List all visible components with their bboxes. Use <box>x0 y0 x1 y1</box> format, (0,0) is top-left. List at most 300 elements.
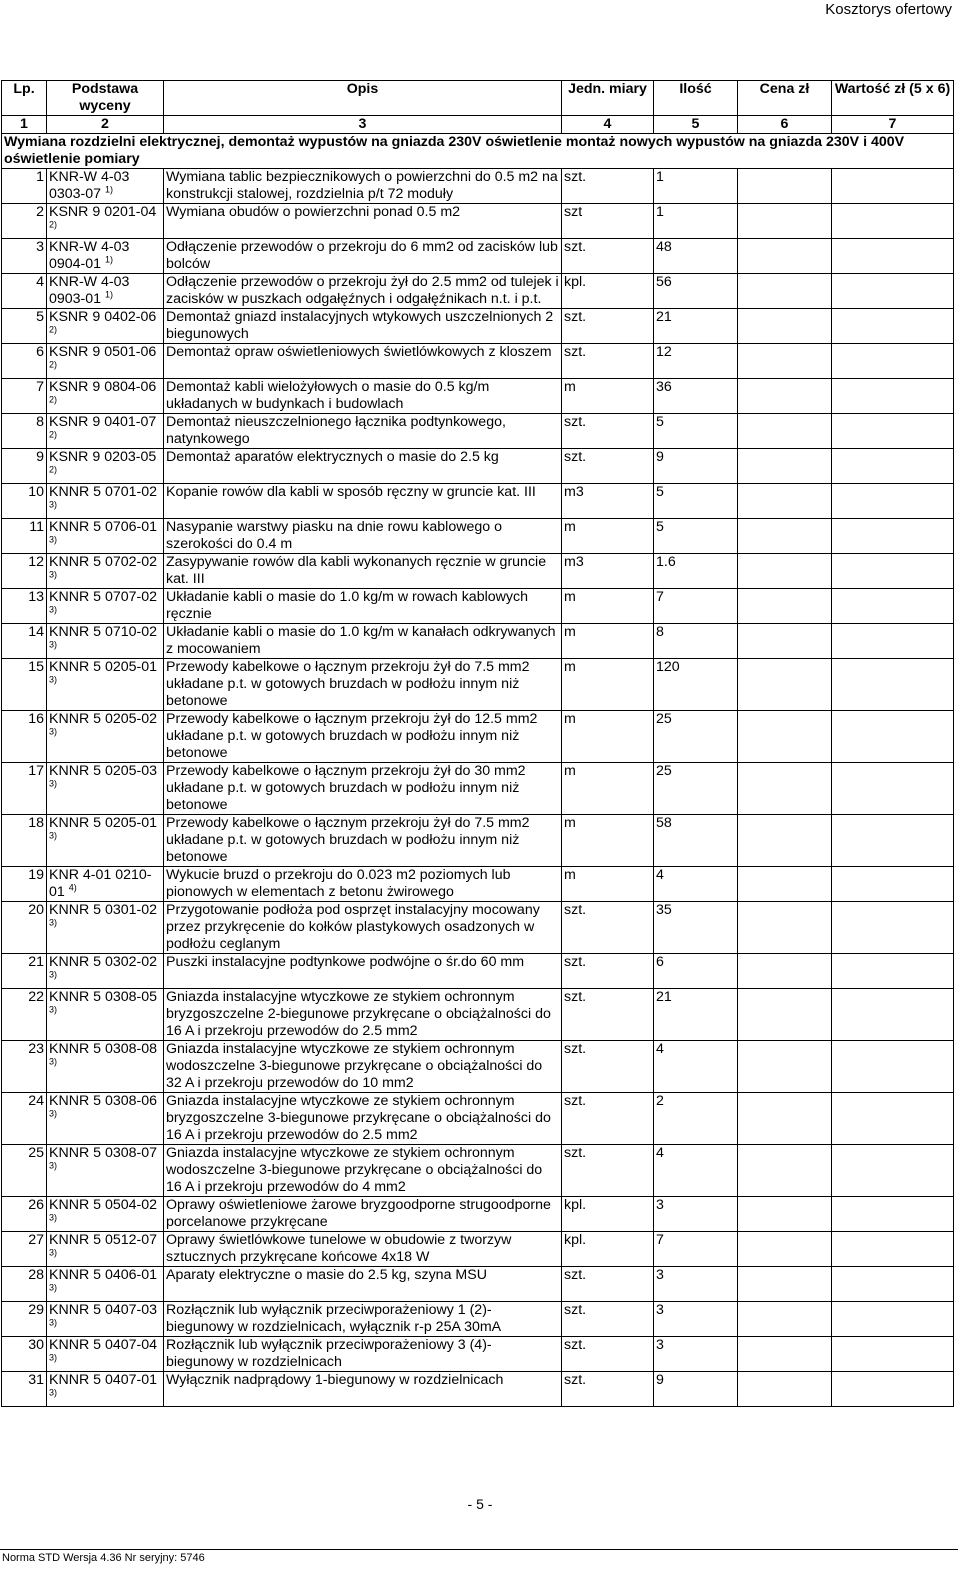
row-unit: szt. <box>562 169 654 204</box>
row-price <box>738 204 832 239</box>
row-description: Demontaż gniazd instalacyjnych wtykowych uszczelnionych 2 biegunowych <box>164 309 562 344</box>
column-number: 7 <box>832 116 954 134</box>
row-lp: 23 <box>2 1041 47 1093</box>
row-lp: 6 <box>2 344 47 379</box>
row-price <box>738 902 832 954</box>
basis-code: KNNR 5 0308-07 <box>49 1145 158 1161</box>
page-number: - 5 - <box>467 1496 493 1512</box>
row-description: Demontaż aparatów elektrycznych o masie do 2.5 kg <box>164 449 562 484</box>
row-quantity: 7 <box>654 1232 738 1267</box>
row-basis <box>47 902 164 954</box>
header-value: Wartość zł (5 x 6) <box>832 81 954 116</box>
table-row <box>2 309 954 344</box>
row-lp: 24 <box>2 1093 47 1145</box>
row-basis <box>47 589 164 624</box>
row-lp: 28 <box>2 1267 47 1302</box>
row-quantity: 21 <box>654 989 738 1041</box>
footer-divider <box>0 1549 958 1550</box>
row-description: Wykucie bruzd o przekroju do 0.023 m2 poziomych lub pionowych w elementach z betonu żwirowego <box>164 867 562 902</box>
row-unit: szt. <box>562 449 654 484</box>
row-unit: m <box>562 519 654 554</box>
row-lp: 10 <box>2 484 47 519</box>
row-description: Wymiana tablic bezpiecznikowych o powierzchni do 0.5 m2 na konstrukcji stalowej, rozdzielnia p/t 72 moduły <box>164 169 562 204</box>
row-value <box>832 902 954 954</box>
footnote-marker: 3) <box>49 1282 58 1293</box>
row-unit: szt. <box>562 954 654 989</box>
row-price <box>738 449 832 484</box>
basis-code: KNNR 5 0407-01 <box>49 1372 158 1388</box>
row-lp: 7 <box>2 379 47 414</box>
row-basis <box>47 1232 164 1267</box>
table-row <box>2 989 954 1041</box>
row-basis <box>47 624 164 659</box>
row-description: Przygotowanie podłoża pod osprzęt instalacyjny mocowany przez przykręcenie do kołków plastykowych osadzonych w podłożu ceglanym <box>164 902 562 954</box>
table-row <box>2 1197 954 1232</box>
footnote-marker: 1) <box>105 254 114 265</box>
table-row <box>2 519 954 554</box>
row-quantity: 7 <box>654 589 738 624</box>
footnote-marker: 3) <box>49 674 58 685</box>
row-description: Układanie kabli o masie do 1.0 kg/m w kanałach odkrywanych z mocowaniem <box>164 624 562 659</box>
basis-code: KNNR 5 0406-01 <box>49 1267 158 1283</box>
row-price <box>738 1337 832 1372</box>
row-price <box>738 1267 832 1302</box>
row-price <box>738 309 832 344</box>
footnote-marker: 4) <box>68 882 77 893</box>
table-row <box>2 169 954 204</box>
row-unit: szt <box>562 204 654 239</box>
row-lp: 8 <box>2 414 47 449</box>
row-unit: szt. <box>562 989 654 1041</box>
row-unit: m <box>562 815 654 867</box>
basis-code: KNNR 5 0205-03 <box>49 763 158 779</box>
row-value <box>832 1302 954 1337</box>
row-price <box>738 484 832 519</box>
row-basis <box>47 519 164 554</box>
footnote-marker: 3) <box>49 726 58 737</box>
row-unit: szt. <box>562 239 654 274</box>
footnote-marker: 3) <box>49 1317 58 1328</box>
row-basis <box>47 554 164 589</box>
basis-code: KNNR 5 0308-05 <box>49 989 158 1005</box>
table-row <box>2 1337 954 1372</box>
row-unit: m <box>562 589 654 624</box>
row-lp: 13 <box>2 589 47 624</box>
table-row <box>2 589 954 624</box>
footnote-marker: 2) <box>49 219 58 230</box>
basis-code: KNNR 5 0504-02 <box>49 1197 158 1213</box>
table-row <box>2 1145 954 1197</box>
row-description: Wyłącznik nadprądowy 1-biegunowy w rozdzielnicach <box>164 1372 562 1407</box>
table-row <box>2 449 954 484</box>
row-basis <box>47 711 164 763</box>
row-basis <box>47 815 164 867</box>
footnote-marker: 3) <box>49 1056 58 1067</box>
column-numbers-row <box>2 116 954 134</box>
row-lp: 27 <box>2 1232 47 1267</box>
table-row <box>2 1372 954 1407</box>
table-row <box>2 867 954 902</box>
row-quantity: 35 <box>654 902 738 954</box>
section-title: Wymiana rozdzielni elektrycznej, demontaż wypustów na gniazda 230V oświetlenie montaż nowych wypustów na gniazda 230V i 400V oświetlenie pomiary <box>2 134 954 169</box>
table-row <box>2 204 954 239</box>
row-description: Oprawy oświetleniowe żarowe bryzgoodporne strugoodporne porcelanowe przykręcane <box>164 1197 562 1232</box>
row-quantity: 4 <box>654 867 738 902</box>
row-price <box>738 589 832 624</box>
row-price <box>738 274 832 309</box>
row-value <box>832 589 954 624</box>
row-unit: kpl. <box>562 1232 654 1267</box>
table-row <box>2 274 954 309</box>
table-row <box>2 1267 954 1302</box>
row-value <box>832 169 954 204</box>
footnote-marker: 3) <box>49 778 58 789</box>
footnote-marker: 3) <box>49 1387 58 1398</box>
basis-code: KNNR 5 0302-02 <box>49 954 158 970</box>
row-value <box>832 763 954 815</box>
row-price <box>738 954 832 989</box>
footer-text: Norma STD Wersja 4.36 Nr seryjny: 5746 <box>2 1552 205 1564</box>
row-unit: m3 <box>562 554 654 589</box>
row-value <box>832 1093 954 1145</box>
row-quantity: 58 <box>654 815 738 867</box>
row-price <box>738 554 832 589</box>
row-basis <box>47 449 164 484</box>
table-row <box>2 902 954 954</box>
row-lp: 5 <box>2 309 47 344</box>
row-quantity: 9 <box>654 449 738 484</box>
basis-code: KSNR 9 0401-07 <box>49 414 157 430</box>
row-price <box>738 711 832 763</box>
header-description: Opis <box>164 81 562 116</box>
header-unit: Jedn. miary <box>562 81 654 116</box>
row-price <box>738 519 832 554</box>
row-unit: szt. <box>562 1302 654 1337</box>
row-value <box>832 1232 954 1267</box>
footnote-marker: 3) <box>49 917 58 928</box>
row-value <box>832 484 954 519</box>
row-unit: szt. <box>562 344 654 379</box>
footnote-marker: 3) <box>49 1108 58 1119</box>
row-unit: szt. <box>562 1337 654 1372</box>
row-price <box>738 867 832 902</box>
row-value <box>832 554 954 589</box>
row-basis <box>47 763 164 815</box>
row-lp: 25 <box>2 1145 47 1197</box>
row-quantity: 36 <box>654 379 738 414</box>
row-basis <box>47 867 164 902</box>
row-description: Rozłącznik lub wyłącznik przeciwporażeniowy 3 (4)-biegunowy w rozdzielnicach <box>164 1337 562 1372</box>
row-quantity: 5 <box>654 414 738 449</box>
table-row <box>2 1093 954 1145</box>
header-lp: Lp. <box>2 81 47 116</box>
row-basis <box>47 1145 164 1197</box>
row-quantity: 2 <box>654 1093 738 1145</box>
footnote-marker: 3) <box>49 969 58 980</box>
row-lp: 30 <box>2 1337 47 1372</box>
table-row <box>2 815 954 867</box>
row-lp: 31 <box>2 1372 47 1407</box>
row-description: Rozłącznik lub wyłącznik przeciwporażeniowy 1 (2)-biegunowy w rozdzielnicach, wyłącznik r-p 25A 30mA <box>164 1302 562 1337</box>
footnote-marker: 2) <box>49 359 58 370</box>
row-price <box>738 1197 832 1232</box>
row-basis <box>47 1041 164 1093</box>
row-unit: m <box>562 711 654 763</box>
column-number: 1 <box>2 116 47 134</box>
row-value <box>832 1267 954 1302</box>
basis-code: KNNR 5 0407-03 <box>49 1302 158 1318</box>
row-unit: kpl. <box>562 274 654 309</box>
row-quantity: 25 <box>654 763 738 815</box>
row-value <box>832 239 954 274</box>
row-quantity: 4 <box>654 1041 738 1093</box>
row-price <box>738 815 832 867</box>
row-lp: 29 <box>2 1302 47 1337</box>
row-description: Nasypanie warstwy piasku na dnie rowu kablowego o szerokości do 0.4 m <box>164 519 562 554</box>
header-quantity: Ilość <box>654 81 738 116</box>
row-price <box>738 1093 832 1145</box>
row-basis <box>47 989 164 1041</box>
row-price <box>738 379 832 414</box>
row-unit: m <box>562 624 654 659</box>
basis-code: KNNR 5 0308-08 <box>49 1041 158 1057</box>
row-lp: 3 <box>2 239 47 274</box>
basis-code: KSNR 9 0402-06 <box>49 309 157 325</box>
row-quantity: 25 <box>654 711 738 763</box>
basis-code: KSNR 9 0501-06 <box>49 344 157 360</box>
footnote-marker: 3) <box>49 604 58 615</box>
row-value <box>832 309 954 344</box>
row-description: Wymiana obudów o powierzchni ponad 0.5 m2 <box>164 204 562 239</box>
basis-code: KNNR 5 0512-07 <box>49 1232 158 1248</box>
row-description: Przewody kabelkowe o łącznym przekroju żył do 12.5 mm2 układane p.t. w gotowych bruzdach w podłożu innym niż betonowe <box>164 711 562 763</box>
row-basis <box>47 1197 164 1232</box>
footnote-marker: 3) <box>49 639 58 650</box>
row-value <box>832 379 954 414</box>
basis-code: KNNR 5 0205-01 <box>49 815 158 831</box>
table-row <box>2 239 954 274</box>
row-lp: 1 <box>2 169 47 204</box>
table-row <box>2 659 954 711</box>
footnote-marker: 3) <box>49 830 58 841</box>
row-description: Gniazda instalacyjne wtyczkowe ze stykiem ochronnym wodoszczelne 3-biegunowe przykręcane o obciążalności do 32 A i przekroju przewodów do 10 mm2 <box>164 1041 562 1093</box>
row-description: Układanie kabli o masie do 1.0 kg/m w rowach kablowych ręcznie <box>164 589 562 624</box>
row-basis <box>47 1372 164 1407</box>
row-description: Przewody kabelkowe o łącznym przekroju żył do 7.5 mm2 układane p.t. w gotowych bruzdach w podłożu innym niż betonowe <box>164 659 562 711</box>
table-row <box>2 711 954 763</box>
footnote-marker: 1) <box>105 184 114 195</box>
footnote-marker: 2) <box>49 464 58 475</box>
table-row <box>2 379 954 414</box>
row-unit: m <box>562 867 654 902</box>
table-row <box>2 344 954 379</box>
row-basis <box>47 309 164 344</box>
row-lp: 20 <box>2 902 47 954</box>
basis-code: KNR 4-01 0210-01 <box>49 867 152 900</box>
row-quantity: 3 <box>654 1197 738 1232</box>
basis-code: KNNR 5 0707-02 <box>49 589 158 605</box>
row-unit: szt. <box>562 1145 654 1197</box>
row-description: Przewody kabelkowe o łącznym przekroju żył do 7.5 mm2 układane p.t. w gotowych bruzdach w podłożu innym niż betonowe <box>164 815 562 867</box>
row-lp: 4 <box>2 274 47 309</box>
footnote-marker: 2) <box>49 324 58 335</box>
row-lp: 16 <box>2 711 47 763</box>
table-body <box>2 169 954 1407</box>
document-title: Kosztorys ofertowy <box>825 1 952 18</box>
row-quantity: 56 <box>654 274 738 309</box>
row-description: Gniazda instalacyjne wtyczkowe ze stykiem ochronnym bryzgoszczelne 3-biegunowe przykręcane o obciążalności do 16 A i przekroju przewodów do 2.5 mm2 <box>164 1093 562 1145</box>
section-row <box>2 134 954 169</box>
row-price <box>738 1302 832 1337</box>
basis-code: KNNR 5 0407-04 <box>49 1337 158 1353</box>
footnote-marker: 3) <box>49 534 58 545</box>
table-row <box>2 1232 954 1267</box>
row-lp: 12 <box>2 554 47 589</box>
basis-code: KNNR 5 0701-02 <box>49 484 158 500</box>
basis-code: KNR-W 4-03 0903-01 <box>49 274 130 307</box>
row-price <box>738 414 832 449</box>
row-lp: 17 <box>2 763 47 815</box>
row-quantity: 5 <box>654 519 738 554</box>
row-value <box>832 274 954 309</box>
row-value <box>832 1145 954 1197</box>
row-quantity: 120 <box>654 659 738 711</box>
row-basis <box>47 1267 164 1302</box>
row-unit: szt. <box>562 1093 654 1145</box>
row-quantity: 9 <box>654 1372 738 1407</box>
row-value <box>832 954 954 989</box>
row-value <box>832 1337 954 1372</box>
row-unit: m <box>562 763 654 815</box>
row-basis <box>47 169 164 204</box>
row-basis <box>47 954 164 989</box>
row-value <box>832 989 954 1041</box>
row-price <box>738 1145 832 1197</box>
table-row <box>2 954 954 989</box>
row-price <box>738 344 832 379</box>
row-quantity: 3 <box>654 1267 738 1302</box>
row-lp: 22 <box>2 989 47 1041</box>
row-value <box>832 344 954 379</box>
basis-code: KNNR 5 0301-02 <box>49 902 158 918</box>
row-lp: 14 <box>2 624 47 659</box>
row-quantity: 3 <box>654 1337 738 1372</box>
row-quantity: 12 <box>654 344 738 379</box>
footnote-marker: 3) <box>49 1352 58 1363</box>
row-quantity: 21 <box>654 309 738 344</box>
row-quantity: 1.6 <box>654 554 738 589</box>
row-value <box>832 815 954 867</box>
row-quantity: 6 <box>654 954 738 989</box>
row-basis <box>47 1337 164 1372</box>
row-quantity: 1 <box>654 204 738 239</box>
row-description: Gniazda instalacyjne wtyczkowe ze stykiem ochronnym wodoszczelne 3-biegunowe przykręcane o obciążalności do 16 A i przekroju przewodów do 4 mm2 <box>164 1145 562 1197</box>
row-lp: 26 <box>2 1197 47 1232</box>
row-value <box>832 711 954 763</box>
basis-code: KNNR 5 0308-06 <box>49 1093 158 1109</box>
row-description: Gniazda instalacyjne wtyczkowe ze stykiem ochronnym bryzgoszczelne 2-biegunowe przykręcane o obciążalności do 16 A i przekroju przewodów do 2.5 mm2 <box>164 989 562 1041</box>
row-unit: szt. <box>562 902 654 954</box>
column-number: 6 <box>738 116 832 134</box>
row-basis <box>47 1093 164 1145</box>
row-price <box>738 239 832 274</box>
row-price <box>738 763 832 815</box>
row-lp: 18 <box>2 815 47 867</box>
row-quantity: 3 <box>654 1302 738 1337</box>
row-unit: kpl. <box>562 1197 654 1232</box>
row-basis <box>47 379 164 414</box>
row-quantity: 8 <box>654 624 738 659</box>
row-quantity: 48 <box>654 239 738 274</box>
row-price <box>738 1232 832 1267</box>
footnote-marker: 3) <box>49 499 58 510</box>
footnote-marker: 2) <box>49 394 58 405</box>
row-lp: 11 <box>2 519 47 554</box>
table-row <box>2 1302 954 1337</box>
row-unit: szt. <box>562 309 654 344</box>
row-description: Kopanie rowów dla kabli w sposób ręczny w gruncie kat. III <box>164 484 562 519</box>
row-description: Puszki instalacyjne podtynkowe podwójne o śr.do 60 mm <box>164 954 562 989</box>
table-row <box>2 554 954 589</box>
basis-code: KNNR 5 0710-02 <box>49 624 158 640</box>
row-unit: szt. <box>562 1372 654 1407</box>
column-number: 3 <box>164 116 562 134</box>
footnote-marker: 3) <box>49 1247 58 1258</box>
row-value <box>832 1372 954 1407</box>
header-basis: Podstawa wyceny <box>47 81 164 116</box>
row-lp: 9 <box>2 449 47 484</box>
column-number: 4 <box>562 116 654 134</box>
row-price <box>738 989 832 1041</box>
row-description: Aparaty elektryczne o masie do 2.5 kg, szyna MSU <box>164 1267 562 1302</box>
row-lp: 19 <box>2 867 47 902</box>
footnote-marker: 3) <box>49 1160 58 1171</box>
row-basis <box>47 414 164 449</box>
row-lp: 2 <box>2 204 47 239</box>
row-basis <box>47 344 164 379</box>
basis-code: KSNR 9 0804-06 <box>49 379 157 395</box>
row-lp: 21 <box>2 954 47 989</box>
row-unit: m <box>562 659 654 711</box>
row-value <box>832 867 954 902</box>
basis-code: KNNR 5 0702-02 <box>49 554 158 570</box>
row-description: Odłączenie przewodów o przekroju żył do 2.5 mm2 od tulejek i zacisków w puszkach odgałęźnych i odgałęźnikach n.t. i p.t. <box>164 274 562 309</box>
footnote-marker: 3) <box>49 1212 58 1223</box>
column-number: 5 <box>654 116 738 134</box>
row-value <box>832 204 954 239</box>
row-basis <box>47 484 164 519</box>
row-description: Demontaż nieuszczelnionego łącznika podtynkowego, natynkowego <box>164 414 562 449</box>
table-row <box>2 763 954 815</box>
row-value <box>832 659 954 711</box>
row-basis <box>47 1302 164 1337</box>
footnote-marker: 3) <box>49 569 58 580</box>
row-description: Demontaż kabli wielożyłowych o masie do 0.5 kg/m układanych w budynkach i budowlach <box>164 379 562 414</box>
row-price <box>738 624 832 659</box>
row-unit: szt. <box>562 1041 654 1093</box>
header-row <box>2 81 954 116</box>
row-price <box>738 659 832 711</box>
column-number: 2 <box>47 116 164 134</box>
basis-code: KSNR 9 0203-05 <box>49 449 157 465</box>
header-price: Cena zł <box>738 81 832 116</box>
row-price <box>738 169 832 204</box>
row-price <box>738 1372 832 1407</box>
row-description: Odłączenie przewodów o przekroju do 6 mm2 od zacisków lub bolców <box>164 239 562 274</box>
row-unit: szt. <box>562 414 654 449</box>
row-description: Oprawy świetlówkowe tunelowe w obudowie z tworzyw sztucznych przykręcane końcowe 4x18 W <box>164 1232 562 1267</box>
row-quantity: 4 <box>654 1145 738 1197</box>
